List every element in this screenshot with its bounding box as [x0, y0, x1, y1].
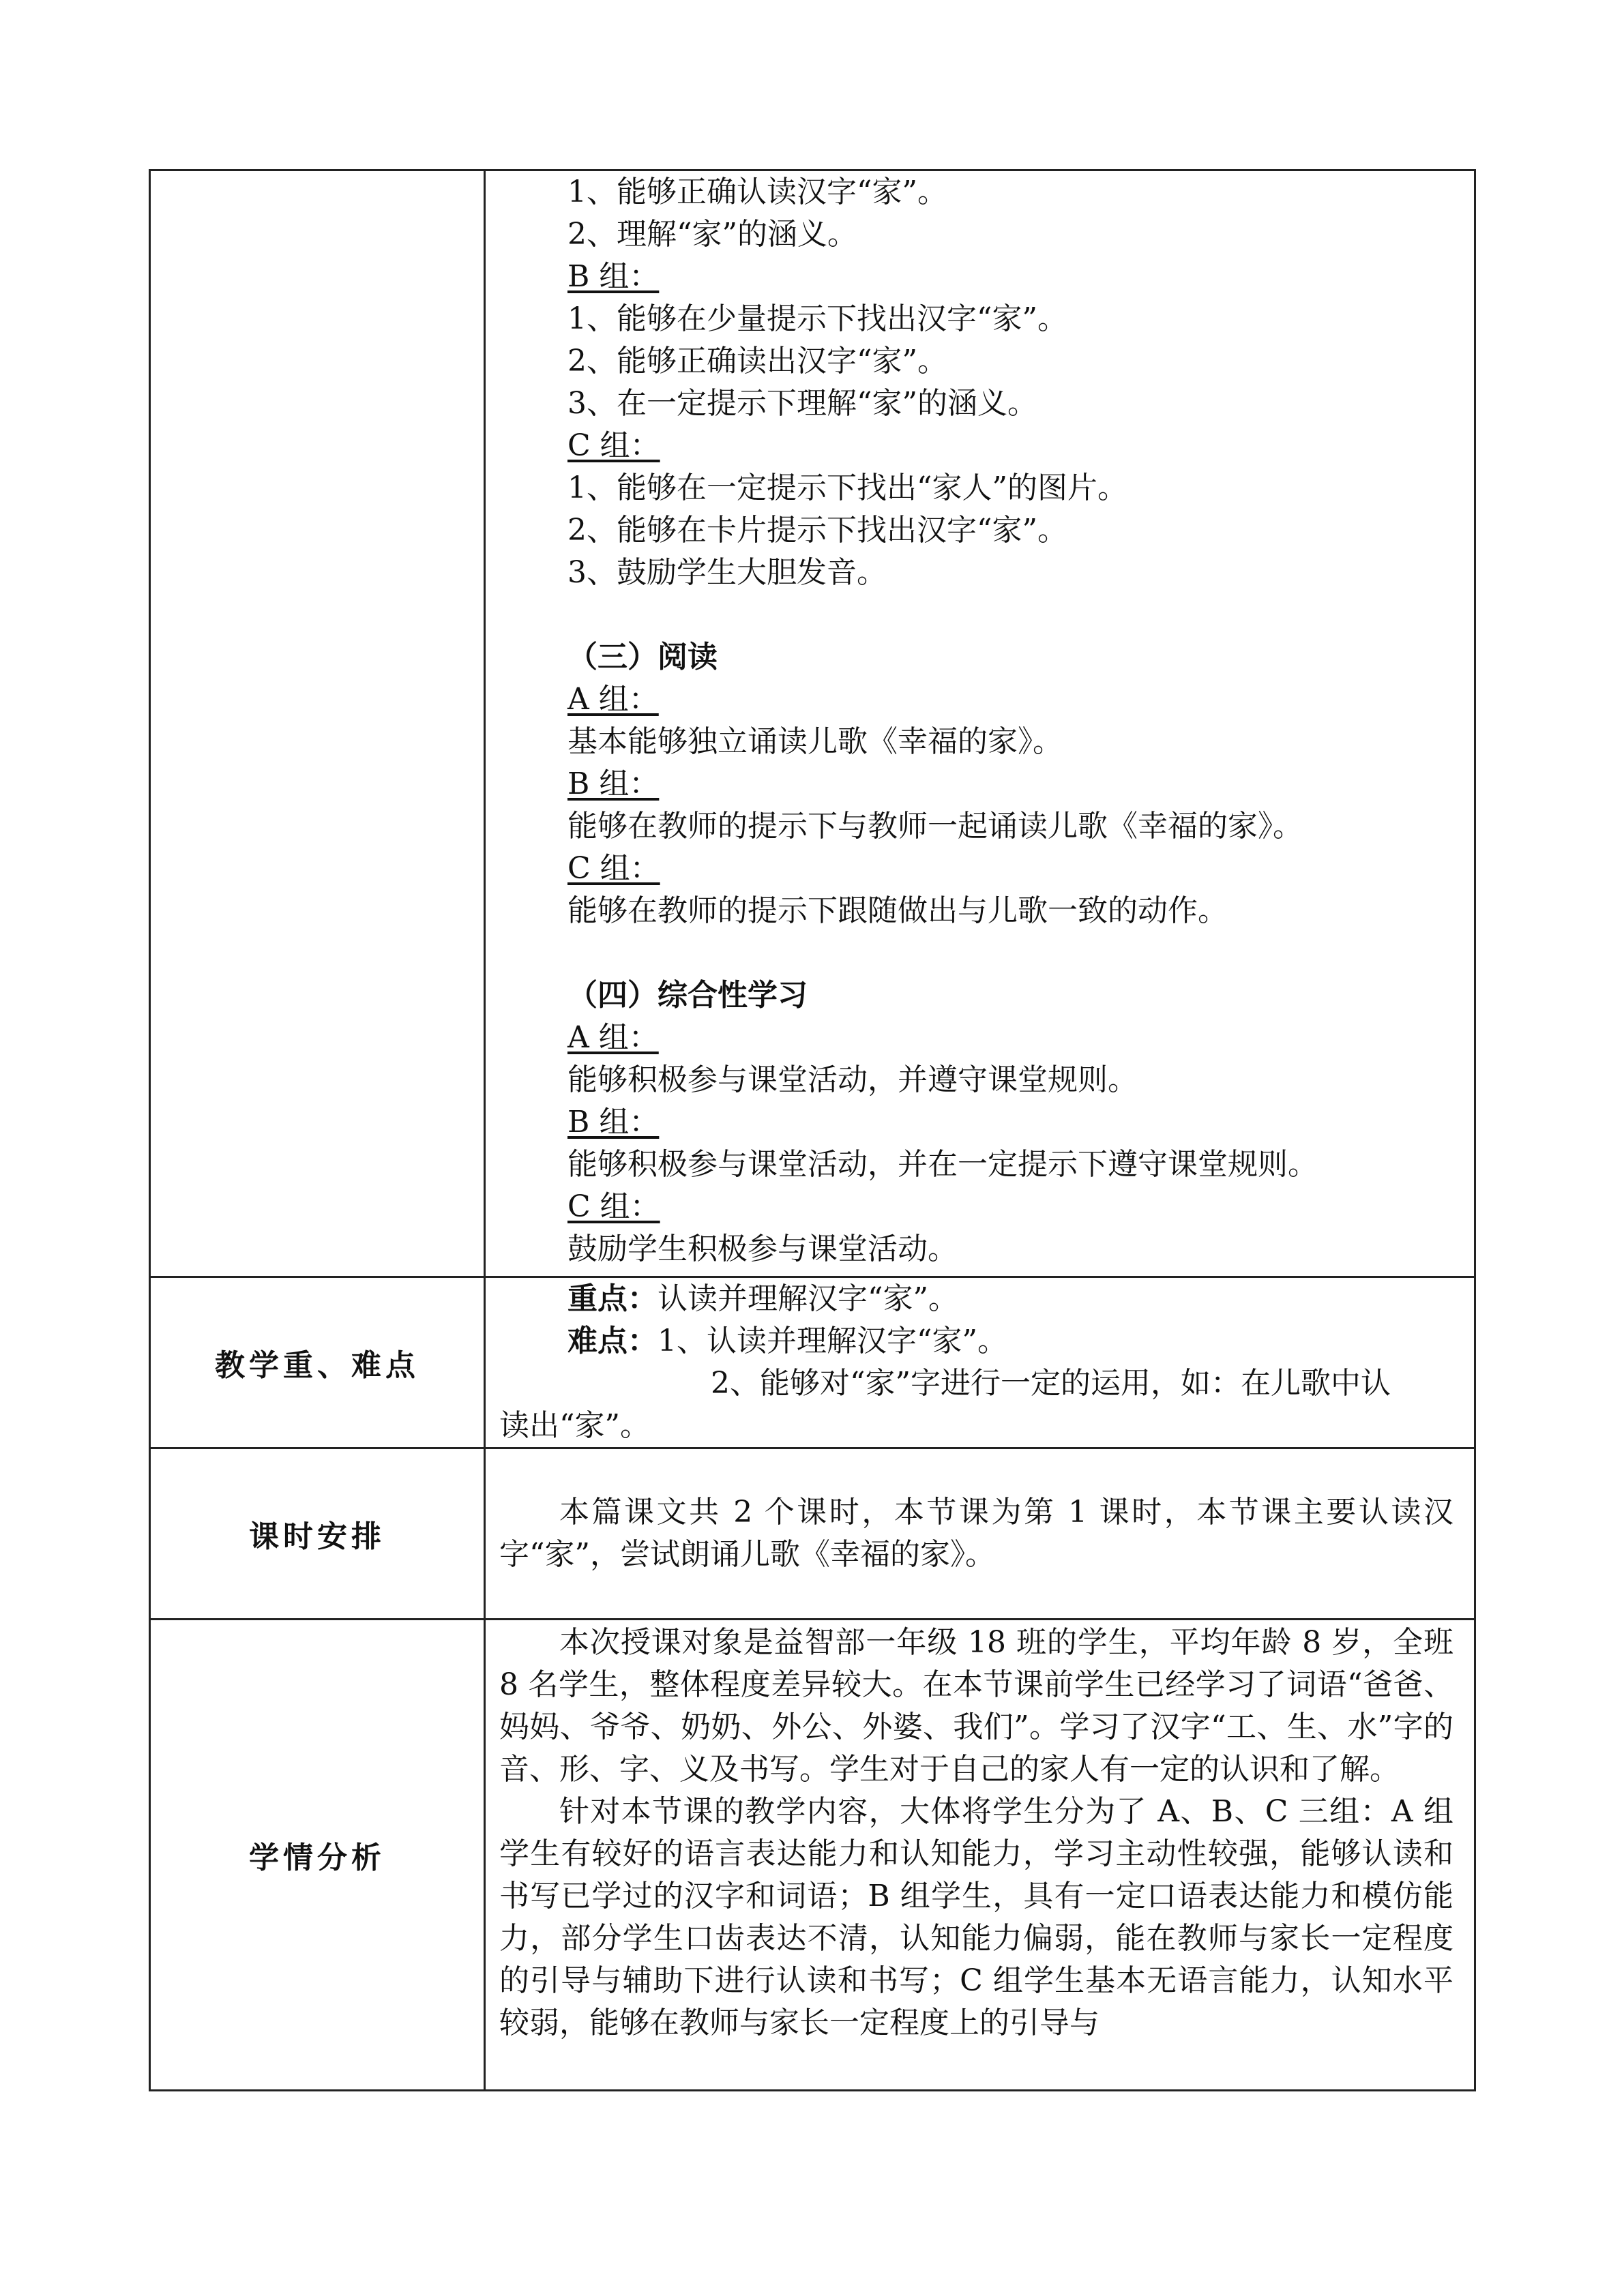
- objective-item: 3、在一定提示下理解“家”的涵义。: [567, 386, 1037, 421]
- objectives-content-cell: [485, 170, 1475, 1277]
- group-label: B 组：: [567, 1105, 660, 1139]
- focus-text: 认读并理解汉字“家”。: [658, 1281, 958, 1316]
- objective-item: 能够积极参与课堂活动，并遵守课堂规则。: [567, 1062, 1138, 1097]
- objective-item: 1、能够正确认读汉字“家”。: [567, 175, 947, 209]
- key-points-content: [485, 1277, 1475, 1448]
- analysis-content: [485, 1620, 1475, 2091]
- analysis-label: 学情分析: [150, 1620, 485, 2091]
- difficulty-line-2: 2、能够对“家”字进行一定的运用，如：在儿歌中认: [711, 1366, 1391, 1401]
- group-label: C 组：: [567, 428, 660, 463]
- objective-item: 能够积极参与课堂活动，并在一定提示下遵守课堂规则。: [567, 1147, 1318, 1182]
- blank-line: [499, 594, 1453, 636]
- difficulty-line-2-continued: 读出“家”。: [499, 1408, 650, 1443]
- objective-item: 3、鼓励学生大胆发音。: [567, 555, 887, 590]
- schedule-content: [485, 1448, 1475, 1620]
- section-heading: （三）阅读: [567, 640, 718, 674]
- focus-label: 重点：: [567, 1281, 658, 1316]
- objective-item: 鼓励学生积极参与课堂活动。: [567, 1232, 958, 1266]
- schedule-label: 课时安排: [150, 1448, 485, 1620]
- key-points-label: 教学重、难点: [150, 1277, 485, 1448]
- objectives-row: [150, 170, 1475, 1277]
- schedule-text: 本篇课文共 2 个课时，本节课为第 1 课时，本节课主要认读汉字“家”，尝试朗诵儿歌《幸福的家》。: [499, 1495, 1453, 1572]
- analysis-paragraph-1: 本次授课对象是益智部一年级 18 班的学生，平均年龄 8 岁，全班 8 名学生，整体程度差异较大。在本节课前学生已经学习了词语“爸爸、妈妈、爷爷、奶奶、外公、外婆、我们”。学习了汉字“工、生、水”字的音、形、字、义及书写。学生对于自己的家人有一定的认识和了解。: [499, 1625, 1453, 1787]
- objective-item: 2、能够正确读出汉字“家”。: [567, 344, 947, 378]
- difficulty-label: 难点：: [567, 1324, 658, 1358]
- lesson-plan-table: [149, 169, 1476, 2091]
- objective-item: 基本能够独立诵读儿歌《幸福的家》。: [567, 724, 1063, 759]
- group-label: B 组：: [567, 766, 660, 801]
- difficulty-line-1: [499, 1320, 1453, 1362]
- focus-line: [499, 1278, 1453, 1320]
- objective-item: 1、能够在少量提示下找出汉字“家”。: [567, 301, 1067, 336]
- schedule-row: [150, 1448, 1475, 1620]
- objective-item: 能够在教师的提示下跟随做出与儿歌一致的动作。: [567, 893, 1228, 928]
- group-label: A 组：: [567, 1020, 659, 1055]
- section-heading: （四）综合性学习: [567, 978, 808, 1013]
- analysis-row: [150, 1620, 1475, 2091]
- group-label: B 组：: [567, 259, 660, 294]
- blank-line: [499, 932, 1453, 974]
- key-points-row: [150, 1277, 1475, 1448]
- objective-item: 1、能够在一定提示下找出“家人”的图片。: [567, 471, 1127, 505]
- group-label: A 组：: [567, 682, 659, 717]
- analysis-paragraph-2: 针对本节课的教学内容，大体将学生分为了 A、B、C 三组：A 组学生有较好的语言表达能力和认知能力，学习主动性较强，能够认读和书写已学过的汉字和词语；B 组学生，具有一定口语表达能力和模仿能力，部分学生口齿表达不清，认知能力偏弱，能在教师与家长一定程度的引导与辅助下进行认读和书写；C 组学生基本无语言能力，认知水平较弱，能够在教师与家长一定程度上的引导与: [499, 1794, 1453, 2040]
- objectives-label-cell: [150, 170, 485, 1277]
- objective-item: 能够在教师的提示下与教师一起诵读儿歌《幸福的家》。: [567, 809, 1303, 844]
- group-label: C 组：: [567, 851, 660, 886]
- group-label: C 组：: [567, 1189, 660, 1224]
- difficulty-item-1: 1、认读并理解汉字“家”。: [658, 1324, 1007, 1358]
- objective-item: 2、能够在卡片提示下找出汉字“家”。: [567, 513, 1067, 548]
- objective-item: 2、理解“家”的涵义。: [567, 217, 857, 252]
